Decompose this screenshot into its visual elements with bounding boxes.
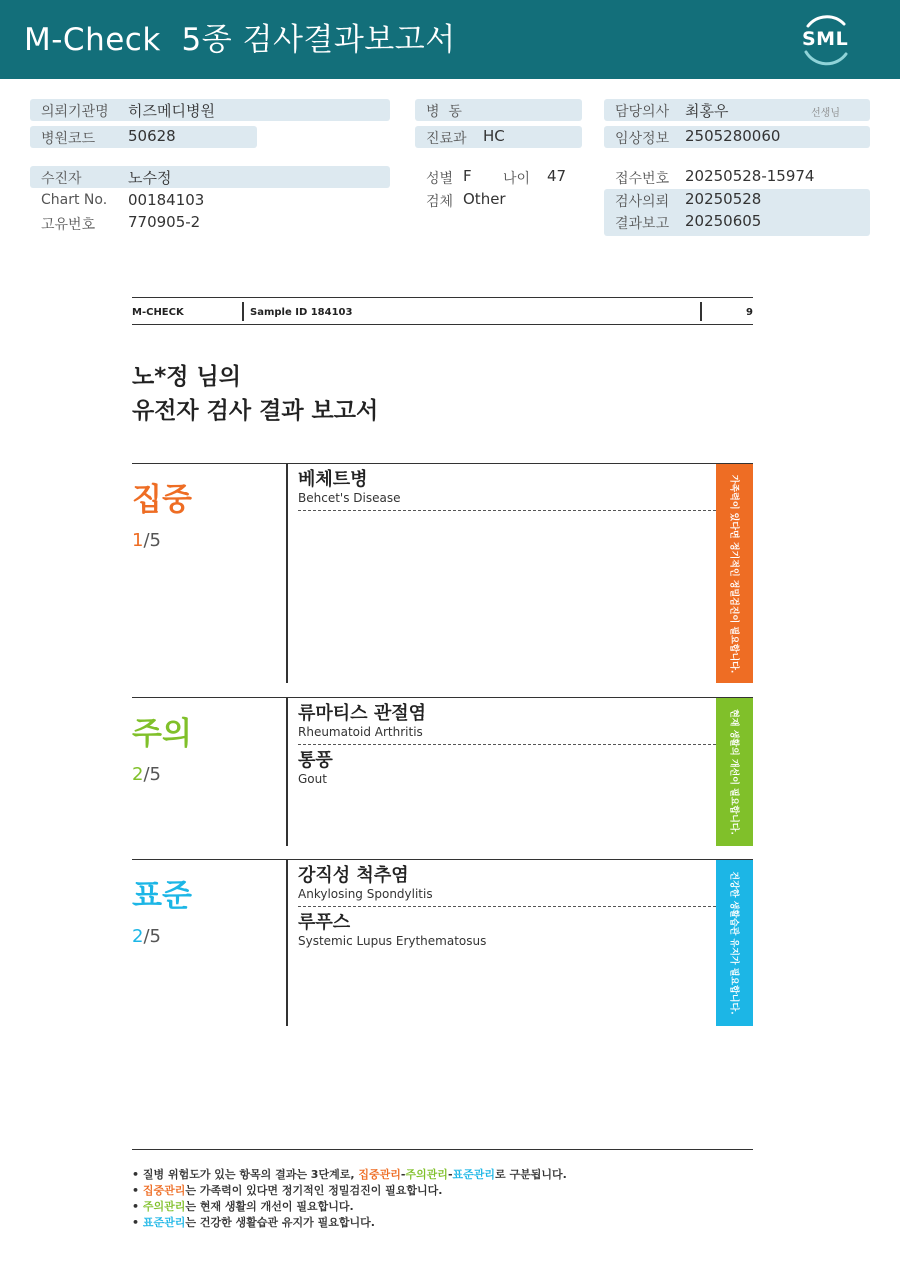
note-dash: - — [400, 1168, 406, 1181]
note-text: 로 구분됩니다. — [495, 1168, 567, 1181]
grade-tag-text: 건강한 생활습관 유지가 필요합니다. — [728, 871, 738, 1015]
field-patient — [30, 166, 390, 188]
note-focus: 집중관리 — [142, 1184, 186, 1197]
note-focus: 집중관리 — [358, 1168, 401, 1181]
footer-divider — [132, 1149, 753, 1150]
disease-name-ko: 통풍 — [298, 750, 333, 771]
grade-tag-text: 가족력이 있다면 정기적인 정밀검진이 필요합니다. — [728, 474, 738, 673]
dotted-divider — [298, 510, 716, 511]
field-label: 임상정보 — [615, 131, 670, 147]
field-label: 의뢰기관명 — [41, 104, 109, 120]
grade-tag-text: 현재 생활의 개선이 필요합니다. — [728, 709, 738, 835]
dotted-divider — [298, 906, 716, 907]
field-label: 진료과 — [426, 131, 467, 147]
count-total: /5 — [143, 764, 161, 785]
sex-value: F — [463, 167, 472, 185]
note-text: 는 건강한 생활습관 유지가 필요합니다. — [185, 1216, 375, 1229]
note-caution: 주의관리 — [142, 1200, 186, 1213]
note-caution: 주의관리 — [405, 1168, 448, 1181]
field-value: 20250528 — [685, 190, 762, 208]
dotted-divider — [298, 744, 716, 745]
field-value: 히즈메디병원 — [128, 102, 215, 120]
field-label: 담당의사 — [615, 104, 670, 120]
report-title-line2: 유전자 검사 결과 보고서 — [132, 398, 379, 424]
field-request-date — [604, 189, 870, 211]
disease-name-ko: 류마티스 관절염 — [298, 703, 426, 724]
grade-tag — [716, 860, 753, 1026]
note-text: 는 현재 생활의 개선이 필요합니다. — [185, 1200, 354, 1213]
note-line: • 표준관리는 건강한 생활습관 유지가 필요합니다. — [132, 1216, 375, 1229]
field-clinical-info — [604, 126, 870, 148]
field-value: 노수정 — [128, 169, 172, 187]
grade-label: 표준 — [132, 878, 192, 914]
disease-item — [298, 912, 716, 949]
field-doctor — [604, 99, 870, 121]
count-number: 2 — [132, 764, 144, 785]
grade-label: 주의 — [132, 716, 192, 752]
count-total: /5 — [143, 530, 161, 551]
disease-name-en: Rheumatoid Arthritis — [298, 725, 423, 739]
field-value: 최홍우 — [685, 102, 729, 120]
logo-text: SML — [802, 28, 849, 50]
report-brand: M-CHECK — [132, 307, 184, 318]
disease-name-en: Behcet's Disease — [298, 491, 401, 505]
report-title — [132, 360, 378, 428]
note-standard: 표준관리 — [142, 1216, 186, 1229]
field-value: 20250528-15974 — [685, 167, 815, 185]
grade-count — [132, 530, 161, 551]
report-header — [132, 297, 753, 325]
disease-item — [298, 750, 716, 787]
count-total: /5 — [143, 926, 161, 947]
disease-name-en: Systemic Lupus Erythematosus — [298, 934, 487, 948]
note-text: 질병 위험도가 있는 항목의 결과는 3단계로, — [142, 1168, 359, 1181]
field-label: 수진자 — [41, 171, 82, 187]
field-specimen — [415, 189, 585, 211]
field-value: HC — [483, 127, 505, 145]
section-caution — [132, 697, 753, 845]
header-bar — [0, 0, 900, 79]
sex-label: 성별 — [426, 171, 454, 187]
grade-tag — [716, 698, 753, 846]
field-value: 20250605 — [685, 212, 762, 230]
disease-name-ko: 루푸스 — [298, 912, 351, 933]
count-number: 2 — [132, 926, 144, 947]
disease-item — [298, 865, 716, 902]
note-line: • 주의관리는 현재 생활의 개선이 필요합니다. — [132, 1200, 354, 1213]
note-line: • 질병 위험도가 있는 항목의 결과는 3단계로, 집중관리-주의관리-표준관리로 구분됩니다. — [132, 1168, 567, 1181]
header-divider — [700, 302, 702, 321]
page-number: 9 — [746, 307, 753, 318]
report-title-line1: 노*정 님의 — [132, 364, 241, 390]
field-hospital-code — [30, 126, 257, 148]
field-value: 50628 — [128, 127, 176, 145]
age-value: 47 — [547, 167, 567, 185]
grade-tag — [716, 464, 753, 683]
field-value: 770905-2 — [128, 213, 201, 231]
field-label: 검체 — [426, 194, 454, 210]
count-number: 1 — [132, 530, 144, 551]
disease-item — [298, 469, 716, 506]
field-label: Chart No. — [41, 192, 108, 208]
section-focus — [132, 463, 753, 682]
field-label: 접수번호 — [615, 171, 670, 187]
field-value: Other — [463, 190, 506, 208]
field-label: 병 동 — [426, 104, 462, 120]
field-department — [415, 126, 582, 148]
field-unique-no — [30, 212, 390, 234]
header-divider — [242, 302, 244, 321]
sml-logo — [796, 12, 854, 66]
disease-name-ko: 베체트병 — [298, 469, 368, 490]
sample-id: Sample ID 184103 — [250, 307, 353, 318]
field-ward — [415, 99, 582, 121]
field-institution — [30, 99, 390, 121]
section-standard — [132, 859, 753, 1025]
footer-notes — [132, 1167, 567, 1231]
disease-name-en: Ankylosing Spondylitis — [298, 887, 433, 901]
field-label: 검사의뢰 — [615, 194, 670, 210]
note-dash: - — [447, 1168, 453, 1181]
field-sex-age — [415, 166, 585, 188]
age-label: 나이 — [503, 171, 531, 187]
grade-label: 집중 — [132, 482, 192, 518]
disease-name-en: Gout — [298, 772, 327, 786]
disease-item — [298, 703, 716, 740]
field-chart-no — [30, 190, 390, 212]
field-value: 2505280060 — [685, 127, 781, 145]
field-receipt-no — [604, 166, 870, 188]
section-divider — [286, 698, 288, 846]
grade-count — [132, 764, 161, 785]
page-title: M-Check 5종 검사결과보고서 — [24, 22, 456, 58]
section-divider — [286, 860, 288, 1026]
section-divider — [286, 464, 288, 683]
field-result-date — [604, 211, 870, 236]
field-label: 결과보고 — [615, 216, 670, 232]
note-line: • 집중관리는 가족력이 있다면 정기적인 정밀검진이 필요합니다. — [132, 1184, 443, 1197]
grade-count — [132, 926, 161, 947]
disease-name-ko: 강직성 척추염 — [298, 865, 409, 886]
field-label: 고유번호 — [41, 217, 96, 233]
note-text: 는 가족력이 있다면 정기적인 정밀검진이 필요합니다. — [185, 1184, 443, 1197]
field-label: 병원코드 — [41, 131, 96, 147]
note-standard: 표준관리 — [452, 1168, 496, 1181]
doctor-suffix: 선생님 — [811, 108, 840, 119]
field-value: 00184103 — [128, 191, 205, 209]
